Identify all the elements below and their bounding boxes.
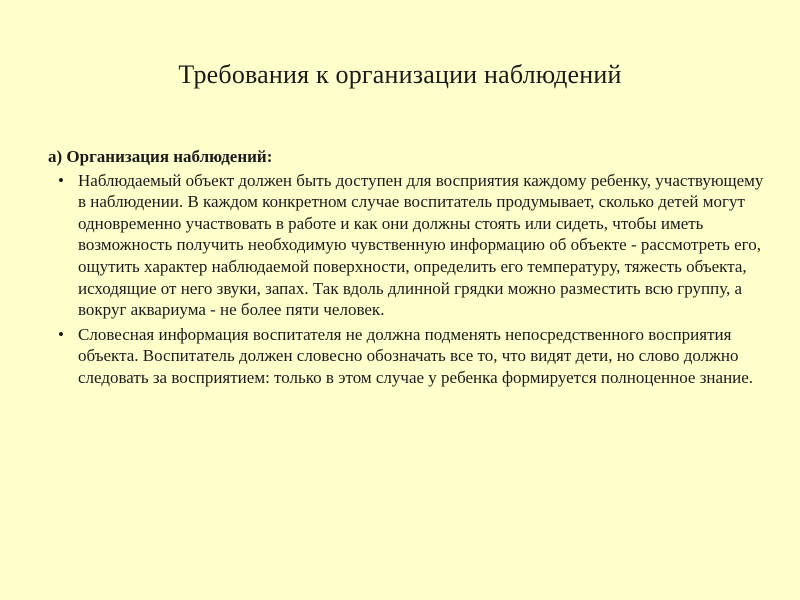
slide-title: Требования к организации наблюдений [178,60,622,89]
slide-body [48,146,764,392]
bullet-text: Словесная информация воспитателя не должна подменять непосредственного восприятия объекта. Воспитатель должен словесно обозначать все то, что видят дети, но слово должно следовать за восприятием: только в этом случае у ребенка формируется полноценное знание. [78,324,754,387]
bullet-text: Наблюдаемый объект должен быть доступен для восприятия каждому ребенку, участвующему в наблюдении. В каждом конкретном случае воспитатель продумывает, сколько детей могут одновременно участвовать в работе и как они должны стоять или сидеть, чтобы иметь возможность получить необходимую чувственную информацию об объекте - рассмотреть его, ощутить характер наблюдаемой поверхности, определить его температуру, тяжесть объекта, исходящие от него звуки, запах. Так вдоль длинной грядки можно разместить всю группу, а вокруг аквариума - не более пяти человек. [78,170,764,320]
bullet-marker-icon: • [58,324,64,344]
section-heading: а) Организация наблюдений: [48,147,273,166]
bullet-item [48,324,764,389]
bullet-item [48,170,764,321]
bullet-list [48,170,764,389]
bullet-marker-icon: • [58,170,64,190]
